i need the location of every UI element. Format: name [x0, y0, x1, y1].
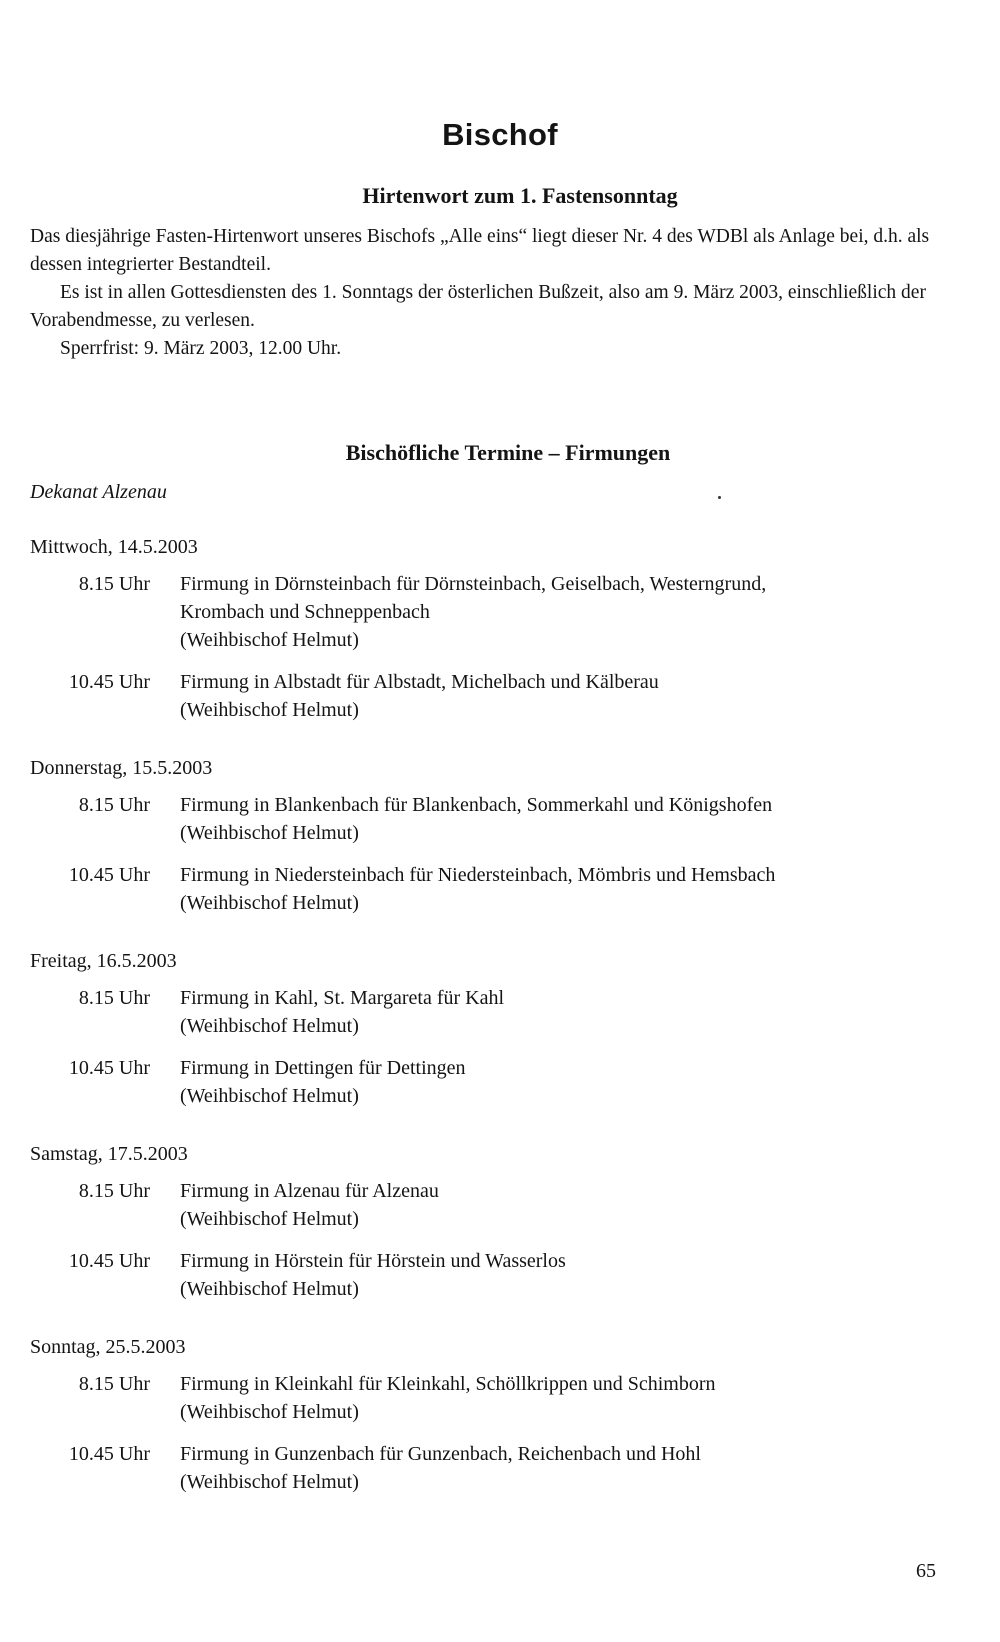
- entry-description-line: Firmung in Alzenau für Alzenau: [180, 1180, 439, 1202]
- entry-celebrant: (Weihbischof Helmut): [180, 1471, 359, 1493]
- day-heading: Donnerstag, 15.5.2003: [30, 757, 213, 779]
- page-title: Bischof: [442, 116, 558, 152]
- entry-description-line: Krombach und Schneppenbach: [180, 601, 430, 623]
- entry-detail: [180, 791, 950, 847]
- schedule-entry: [30, 791, 950, 847]
- entry-description-line: Firmung in Dettingen für Dettingen: [180, 1057, 466, 1079]
- hirtenwort-heading: Hirtenwort zum 1. Fastensonntag: [362, 183, 678, 209]
- schedule-day: [30, 533, 950, 724]
- hirtenwort-paragraph-2: Es ist in allen Gottesdiensten des 1. Sonntags der österlichen Bußzeit, also am 9. März 2003, einschließlich der Vorabendmesse, zu verlesen.: [30, 282, 926, 331]
- entry-detail: [180, 1054, 950, 1110]
- entry-time: 10.45 Uhr: [68, 671, 150, 693]
- entry-celebrant: (Weihbischof Helmut): [180, 629, 359, 651]
- entry-detail: [180, 570, 950, 654]
- entry-time: 8.15 Uhr: [78, 987, 150, 1009]
- schedule-day: [30, 1140, 950, 1303]
- entry-detail: [180, 861, 950, 917]
- schedule-list: [30, 533, 950, 1526]
- hirtenwort-paragraph-1: Das diesjährige Fasten-Hirtenwort unseres Bischofs „Alle eins“ liegt dieser Nr. 4 des WDBl als Anlage bei, d.h. als dessen integrierter Bestandteil.: [30, 226, 930, 275]
- entry-description-line: Firmung in Albstadt für Albstadt, Michelbach und Kälberau: [180, 671, 659, 693]
- entry-time: 8.15 Uhr: [78, 1373, 150, 1395]
- entry-time: 10.45 Uhr: [68, 1250, 150, 1272]
- entry-description-line: Firmung in Hörstein für Hörstein und Wasserlos: [180, 1250, 566, 1272]
- entry-description-line: Firmung in Blankenbach für Blankenbach, Sommerkahl und Königshofen: [180, 794, 773, 816]
- day-heading: Sonntag, 25.5.2003: [30, 1336, 186, 1358]
- entry-time: 8.15 Uhr: [78, 573, 150, 595]
- entry-description-line: Firmung in Kleinkahl für Kleinkahl, Schöllkrippen und Schimborn: [180, 1373, 716, 1395]
- entry-time: 8.15 Uhr: [78, 794, 150, 816]
- day-heading: Samstag, 17.5.2003: [30, 1143, 188, 1165]
- termine-heading: Bischöfliche Termine – Firmungen: [345, 440, 671, 466]
- schedule-day: [30, 947, 950, 1110]
- entry-time: 10.45 Uhr: [68, 1443, 150, 1465]
- entry-celebrant: (Weihbischof Helmut): [180, 699, 359, 721]
- entry-celebrant: (Weihbischof Helmut): [180, 1015, 359, 1037]
- entry-celebrant: (Weihbischof Helmut): [180, 1401, 359, 1423]
- entry-detail: [180, 1370, 950, 1426]
- entry-detail: [180, 1440, 950, 1496]
- entry-celebrant: (Weihbischof Helmut): [180, 1085, 359, 1107]
- schedule-entry: [30, 861, 950, 917]
- entry-description-line: Firmung in Kahl, St. Margareta für Kahl: [180, 987, 505, 1009]
- entry-detail: [180, 668, 950, 724]
- schedule-entry: [30, 1440, 950, 1496]
- entry-celebrant: (Weihbischof Helmut): [180, 1278, 359, 1300]
- entry-description-line: Firmung in Niedersteinbach für Niedersteinbach, Mömbris und Hemsbach: [180, 864, 776, 886]
- hirtenwort-text: [30, 223, 940, 363]
- schedule-entry: [30, 570, 950, 654]
- page-number: 65: [916, 1560, 936, 1582]
- day-heading: Freitag, 16.5.2003: [30, 950, 177, 972]
- schedule-entry: [30, 1054, 950, 1110]
- print-speck: [718, 496, 721, 499]
- entry-detail: [180, 984, 950, 1040]
- entry-detail: [180, 1177, 950, 1233]
- sperrfrist-note: Sperrfrist: 9. März 2003, 12.00 Uhr.: [60, 338, 342, 359]
- entry-time: 10.45 Uhr: [68, 1057, 150, 1079]
- entry-description-line: Firmung in Dörnsteinbach für Dörnsteinbach, Geiselbach, Westerngrund,: [180, 573, 767, 595]
- entry-detail: [180, 1247, 950, 1303]
- schedule-entry: [30, 668, 950, 724]
- entry-description-line: Firmung in Gunzenbach für Gunzenbach, Reichenbach und Hohl: [180, 1443, 701, 1465]
- schedule-entry: [30, 984, 950, 1040]
- schedule-day: [30, 754, 950, 917]
- entry-celebrant: (Weihbischof Helmut): [180, 822, 359, 844]
- schedule-entry: [30, 1370, 950, 1426]
- schedule-entry: [30, 1247, 950, 1303]
- entry-celebrant: (Weihbischof Helmut): [180, 1208, 359, 1230]
- dekanat-label: Dekanat Alzenau: [30, 481, 167, 503]
- day-heading: Mittwoch, 14.5.2003: [30, 536, 198, 558]
- entry-time: 10.45 Uhr: [68, 864, 150, 886]
- schedule-entry: [30, 1177, 950, 1233]
- entry-time: 8.15 Uhr: [78, 1180, 150, 1202]
- entry-celebrant: (Weihbischof Helmut): [180, 892, 359, 914]
- schedule-day: [30, 1333, 950, 1496]
